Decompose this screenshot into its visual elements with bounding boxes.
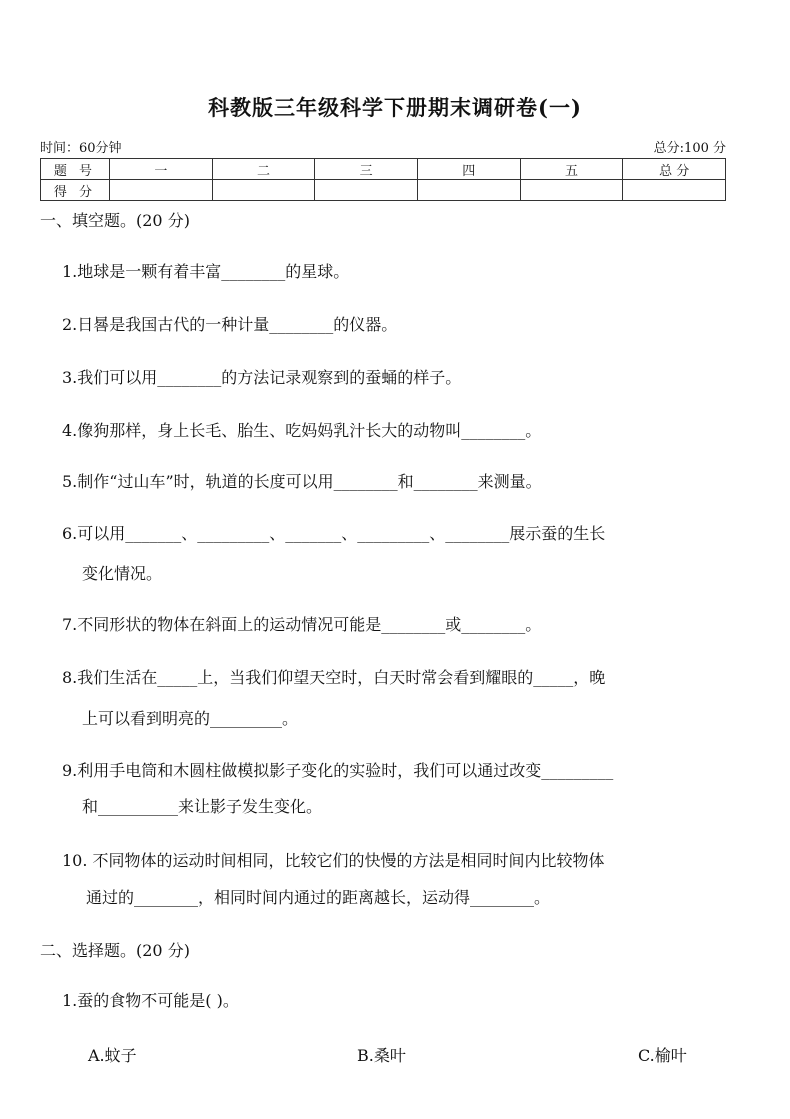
score-table-col-4: 四: [417, 159, 520, 180]
time-label: 时间：60分钟: [40, 141, 122, 156]
score-cell[interactable]: [520, 180, 623, 201]
score-cell[interactable]: [212, 180, 315, 201]
question-8-continued: 上可以看到明亮的_________。: [82, 709, 299, 728]
total-score-label: 总分:100 分: [653, 141, 726, 156]
question-1: 1.地球是一颗有着丰富________的星球。: [62, 262, 350, 281]
question-7: 7.不同形状的物体在斜面上的运动情况可能是________或________。: [62, 615, 542, 634]
question-9: 9.利用手电筒和木圆柱做模拟影子变化的实验时，我们可以通过改变_________: [62, 761, 614, 780]
score-table-header-row: [41, 159, 726, 180]
option-c[interactable]: C.榆叶: [638, 1046, 687, 1065]
score-table-col-total: 总 分: [623, 159, 726, 180]
question-8: 8.我们生活在_____上，当我们仰望天空时，白天时常会看到耀眼的_____，晚: [62, 668, 606, 687]
page-title: 科教版三年级科学下册期末调研卷(一): [208, 95, 582, 120]
section-2-heading: 二、选择题。(20 分): [40, 941, 190, 960]
question-3: 3.我们可以用________的方法记录观察到的蚕蛹的样子。: [62, 368, 462, 387]
score-table-col-5: 五: [520, 159, 623, 180]
section-1-heading: 一、填空题。(20 分): [40, 211, 190, 230]
score-cell[interactable]: [315, 180, 418, 201]
score-table-col-3: 三: [315, 159, 418, 180]
question-4: 4.像狗那样，身上长毛、胎生、吃妈妈乳汁长大的动物叫________。: [62, 421, 542, 440]
score-table: [40, 158, 726, 201]
question-9-continued: 和__________来让影子发生变化。: [82, 797, 323, 816]
question-5: 5.制作“过山车”时，轨道的长度可以用________和________来测量。: [62, 472, 542, 491]
question-2: 2.日晷是我国古代的一种计量________的仪器。: [62, 315, 398, 334]
question-10: 10. 不同物体的运动时间相同，比较它们的快慢的方法是相同时间内比较物体: [62, 851, 605, 870]
score-cell[interactable]: [623, 180, 726, 201]
score-cell[interactable]: [110, 180, 213, 201]
score-table-col-1: 一: [110, 159, 213, 180]
option-b[interactable]: B.桑叶: [357, 1046, 406, 1065]
question-6-continued: 变化情况。: [82, 564, 163, 583]
question-6: 6.可以用_______、_________、_______、_________、________展示蚕的生长: [62, 524, 606, 543]
score-cell[interactable]: [417, 180, 520, 201]
option-a[interactable]: A.蚊子: [88, 1046, 137, 1065]
score-table-score-row: [41, 180, 726, 201]
choice-question-1: 1.蚕的食物不可能是( )。: [62, 991, 239, 1010]
question-10-continued: 通过的________，相同时间内通过的距离越长，运动得________。: [86, 888, 551, 907]
score-table-row-label: 得 分: [41, 180, 110, 201]
score-table-header-label: 题 号: [41, 159, 110, 180]
score-table-col-2: 二: [212, 159, 315, 180]
